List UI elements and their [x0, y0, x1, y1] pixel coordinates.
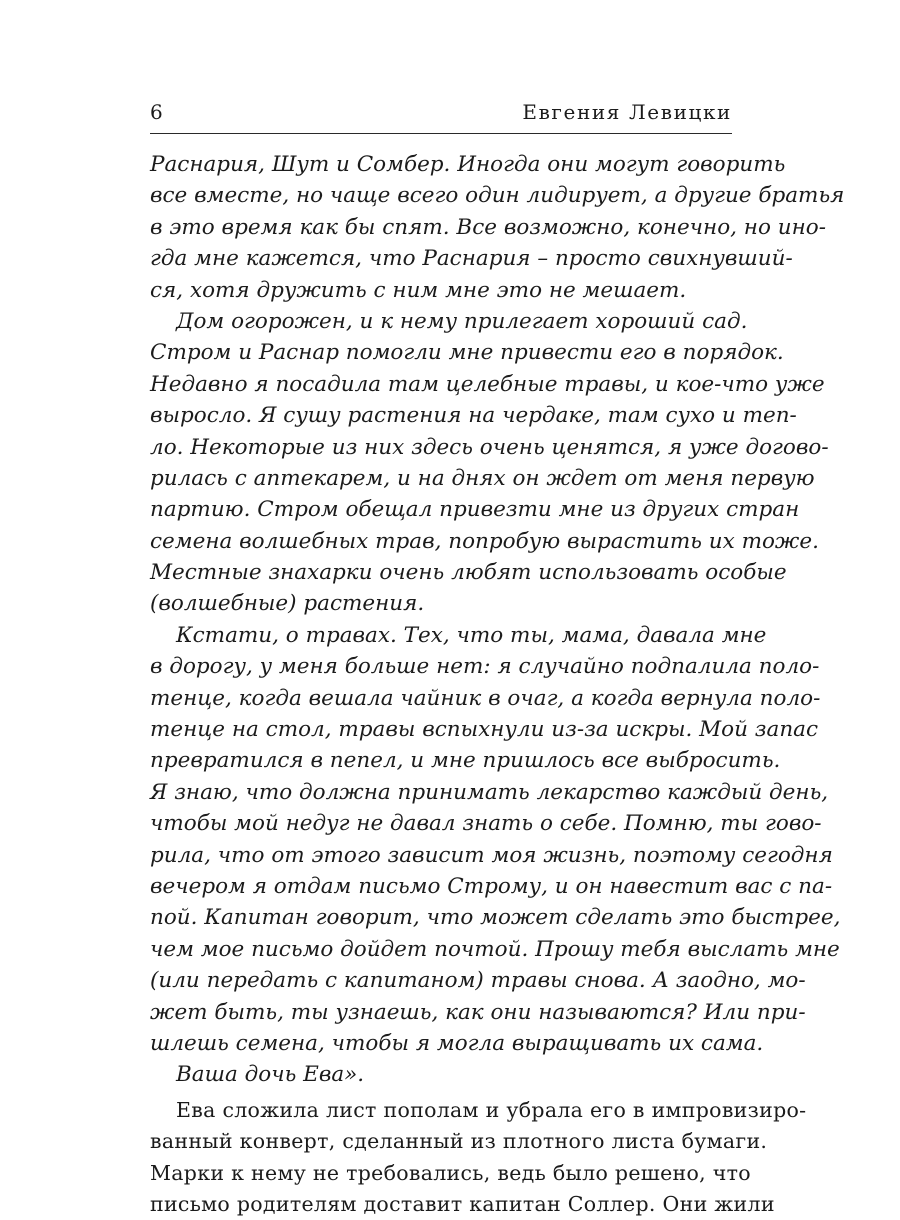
text-line: Дом огорожен, и к нему прилегает хороший сад.: [176, 308, 748, 334]
page-header: [150, 96, 732, 134]
text-line: Недавно я посадила там целебные травы, и кое-что уже: [150, 371, 825, 397]
text-line: ло. Некоторые из них здесь очень ценятся, я уже догово-: [150, 434, 829, 460]
text-line: семена волшебных трав, попробую вырастить их тоже.: [150, 528, 819, 554]
text-line: все вместе, но чаще всего один лидирует, а другие братья: [150, 183, 845, 209]
text-line: ванный конверт, сделанный из плотного листа бумаги.: [150, 1129, 768, 1154]
text-line: Ева сложила лист пополам и убрала его в импровизиро-: [176, 1097, 807, 1122]
text-line: в дорогу, у меня больше нет: я случайно подпалила поло-: [150, 654, 820, 680]
paragraph: [150, 1059, 732, 1090]
text-line: пой. Капитан говорит, что может сделать это быстрее,: [150, 905, 841, 931]
text-line: чем мое письмо дойдет почтой. Прошу тебя выслать мне: [150, 936, 840, 962]
text-line: письмо родителям доставит капитан Соллер. Они жили: [150, 1191, 775, 1216]
text-line: жет быть, ты узнаешь, как они называются? Или при-: [150, 999, 806, 1025]
paragraph: [150, 149, 845, 306]
text-line: (или передать с капитаном) травы снова. А заодно, мо-: [150, 968, 806, 994]
paragraph: [150, 1095, 807, 1220]
text-line: тенце, когда вешала чайник в очаг, а когда вернула поло-: [150, 685, 821, 711]
text-line: чтобы мой недуг не давал знать о себе. Помню, ты гово-: [150, 811, 822, 837]
text-line: Ваша дочь Ева».: [176, 1062, 365, 1088]
text-line: Я знаю, что должна принимать лекарство каждый день,: [150, 779, 829, 805]
text-line: Местные знахарки очень любят использовать особые: [150, 560, 787, 586]
text-line: гда мне кажется, что Раснария – просто свихнувший-: [150, 246, 793, 272]
text-line: Раснария, Шут и Сомбер. Иногда они могут говорить: [150, 152, 786, 177]
text-line: рилась с аптекарем, и на днях он ждет от меня первую: [150, 465, 815, 491]
text-line: (волшебные) растения.: [150, 591, 425, 617]
text-line: рила, что от этого зависит моя жизнь, поэтому сегодня: [150, 842, 833, 868]
page-number: 6: [150, 100, 163, 124]
text-line: тенце на стол, травы вспыхнули из-за искры. Мой запас: [150, 717, 819, 743]
header-divider: [150, 133, 732, 134]
page-body-text: [150, 149, 845, 1220]
text-line: вечером я отдам письмо Строму, и он навестит вас с па-: [150, 873, 833, 899]
paragraph: [150, 620, 841, 1059]
text-line: ся, хотя дружить с ним мне это не мешает.: [150, 277, 687, 303]
text-line: Стром и Раснар помогли мне привести его в порядок.: [150, 340, 784, 366]
text-line: партию. Стром обещал привезти мне из других стран: [150, 497, 800, 523]
text-line: Кстати, о травах. Тех, что ты, мама, давала мне: [176, 622, 767, 648]
text-line: в это время как бы спят. Все возможно, конечно, но ино-: [150, 214, 826, 240]
text-line: превратился в пепел, и мне пришлось все выбросить.: [150, 748, 781, 774]
text-line: выросло. Я сушу растения на чердаке, там сухо и теп-: [150, 403, 797, 429]
paragraph: [150, 306, 829, 620]
text-line: Марки к нему не требовались, ведь было решено, что: [150, 1160, 751, 1185]
text-line: шлешь семена, чтобы я могла выращивать их сама.: [150, 1030, 764, 1056]
running-head-author: Евгения Левицки: [522, 100, 732, 124]
